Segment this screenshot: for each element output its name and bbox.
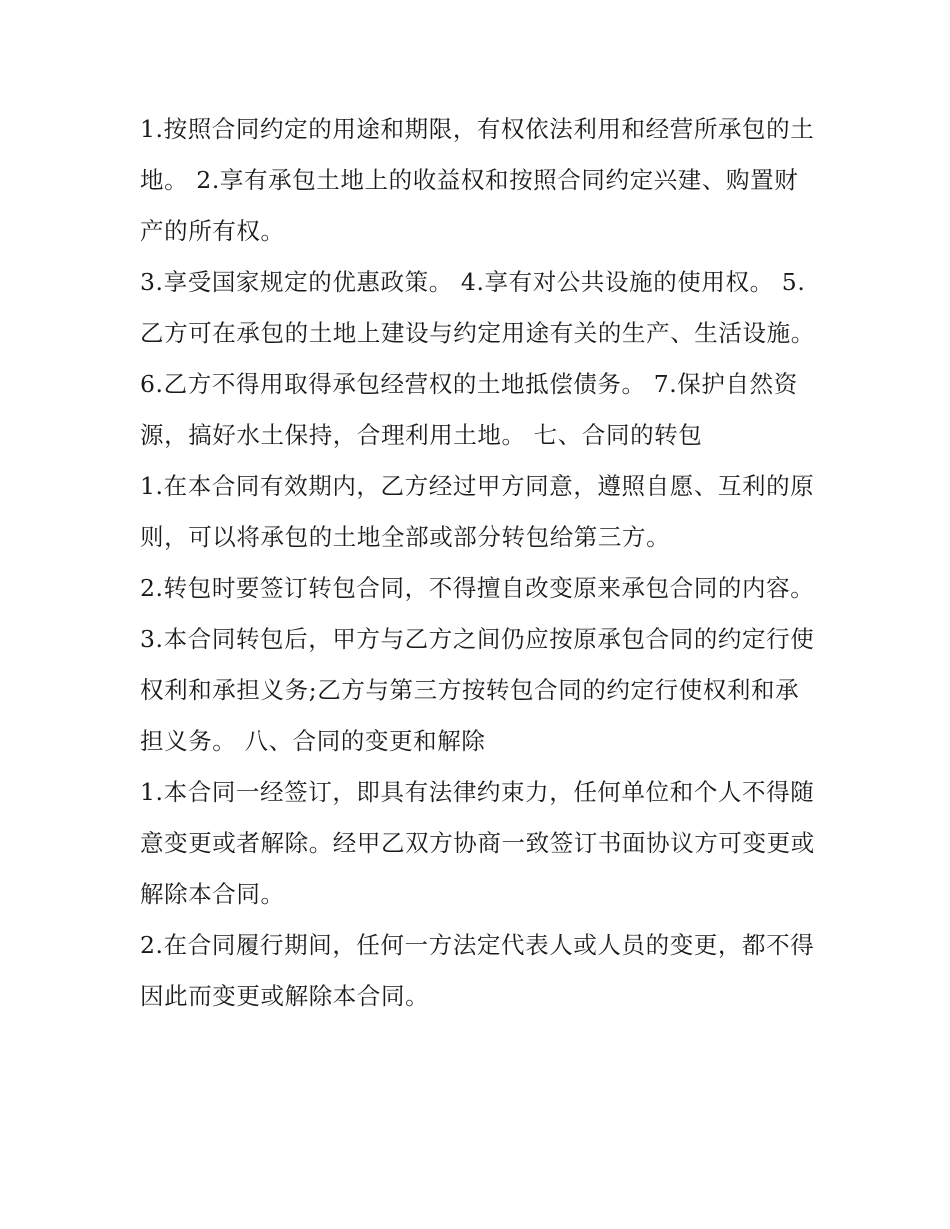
paragraph-obligations-subcontract-heading: 6.乙方不得用取得承包经营权的土地抵偿债务。 7.保护自然资源，搞好水土保持，合理利用土地。 七、合同的转包: [140, 370, 798, 449]
paragraph-rights-policy: 3.享受国家规定的优惠政策。 4.享有对公共设施的使用权。 5.乙方可在承包的土地上建设与约定用途有关的生产、生活设施。: [140, 268, 815, 347]
paragraph-change-1: 1.本合同一经签订，即具有法律约束力，任何单位和个人不得随意变更或者解除。经甲乙双方协商一致签订书面协议方可变更或解除本合同。: [140, 778, 815, 908]
paragraph-subcontract-2: 2.转包时要签订转包合同，不得擅自改变原来承包合同的内容。: [140, 574, 815, 602]
document-body: [140, 104, 820, 1022]
paragraph-rights-land-use: 1.按照合同约定的用途和期限，有权依法利用和经营所承包的土地。 2.享有承包土地上的收益权和按照合同约定兴建、购置财产的所有权。: [140, 115, 815, 245]
paragraph-subcontract-1: 1.在本合同有效期内，乙方经过甲方同意，遵照自愿、互利的原则，可以将承包的土地全部或部分转包给第三方。: [140, 472, 815, 551]
paragraph-change-2: 2.在合同履行期间，任何一方法定代表人或人员的变更，都不得因此而变更或解除本合同。: [140, 931, 815, 1010]
paragraph-subcontract-3-change-heading: 3.本合同转包后，甲方与乙方之间仍应按原承包合同的约定行使权利和承担义务;乙方与第三方按转包合同的约定行使权利和承担义务。 八、合同的变更和解除: [140, 625, 815, 755]
